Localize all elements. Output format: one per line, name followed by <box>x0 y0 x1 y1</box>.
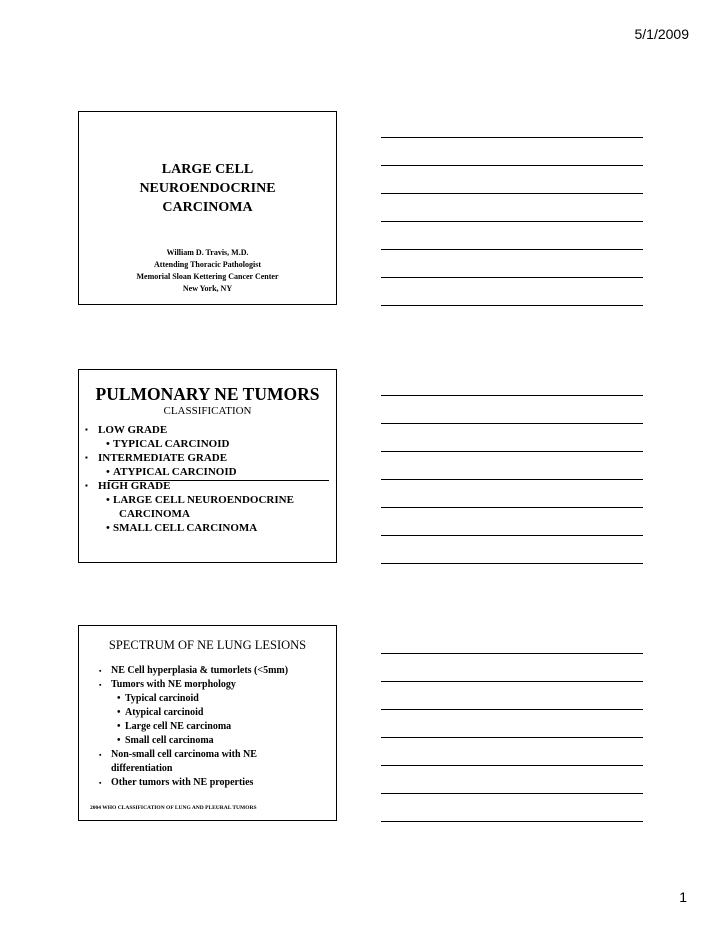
note-line <box>381 653 643 654</box>
title-line: LARGE CELL <box>161 162 254 177</box>
note-line <box>381 535 643 536</box>
list-item-text: NE Cell hyperplasia & tumorlets (<5mm) <box>111 665 289 676</box>
list-item <box>85 423 330 437</box>
note-line <box>381 395 643 396</box>
slide-3-list <box>99 664 330 790</box>
page-number: 1 <box>679 889 687 905</box>
author-line: Memorial Sloan Kettering Cancer Center <box>136 272 279 281</box>
note-line <box>381 821 643 822</box>
note-line <box>381 737 643 738</box>
list-item-text: Small cell carcinoma <box>125 735 214 746</box>
note-line <box>381 249 643 250</box>
list-item <box>99 664 330 678</box>
list-item-continuation <box>99 762 330 776</box>
note-line <box>381 137 643 138</box>
note-line <box>381 221 643 222</box>
square-bullet-icon: ▪ <box>99 681 102 689</box>
title-line: CARCINOMA <box>162 200 253 215</box>
list-item <box>85 521 330 535</box>
list-item <box>99 748 330 762</box>
list-item-text: SMALL CELL CARCINOMA <box>113 522 258 534</box>
dot-bullet-icon: • <box>117 735 121 746</box>
list-item <box>85 451 330 465</box>
slide-3 <box>78 625 337 821</box>
list-item-text: ATYPICAL CARCINOID <box>113 466 237 478</box>
list-item-text: LOW GRADE <box>98 424 168 436</box>
list-item-text: Typical carcinoid <box>125 693 199 704</box>
list-item-text: differentiation <box>111 763 173 774</box>
note-line <box>381 277 643 278</box>
list-item <box>85 437 330 451</box>
slide-1-title <box>79 160 336 217</box>
slide-2-divider <box>108 480 329 481</box>
note-line <box>381 305 643 306</box>
note-line <box>381 793 643 794</box>
list-item-text: TYPICAL CARCINOID <box>113 438 230 450</box>
note-line <box>381 507 643 508</box>
note-line <box>381 709 643 710</box>
list-item-text: Large cell NE carcinoma <box>125 721 232 732</box>
list-item-text: Atypical carcinoid <box>125 707 204 718</box>
note-line <box>381 423 643 424</box>
slide-2-title: PULMONARY NE TUMORS <box>95 384 320 404</box>
square-bullet-icon: ▪ <box>85 481 88 490</box>
list-item-text: INTERMEDIATE GRADE <box>98 452 228 464</box>
square-bullet-icon: ▪ <box>85 453 88 462</box>
list-item-text: Tumors with NE morphology <box>111 679 236 690</box>
note-line <box>381 451 643 452</box>
square-bullet-icon: ▪ <box>85 425 88 434</box>
list-item <box>99 678 330 692</box>
dot-bullet-icon: • <box>106 466 110 478</box>
list-item-text: HIGH GRADE <box>98 480 171 492</box>
dot-bullet-icon: • <box>117 707 121 718</box>
slide-1 <box>78 111 337 305</box>
dot-bullet-icon: • <box>117 721 121 732</box>
list-item <box>99 776 330 790</box>
slide-3-footer: 2004 WHO CLASSIFICATION OF LUNG AND PLEURAL TUMORS <box>90 805 257 811</box>
note-line <box>381 563 643 564</box>
author-line: William D. Travis, M.D. <box>166 248 249 257</box>
list-item-text: Non-small cell carcinoma with NE <box>111 749 257 760</box>
list-item-continuation <box>85 507 330 521</box>
list-item <box>85 465 330 479</box>
list-item <box>99 692 330 706</box>
title-line: NEUROENDOCRINE <box>139 181 276 196</box>
note-line <box>381 681 643 682</box>
author-line: New York, NY <box>182 284 233 293</box>
slide-3-title: SPECTRUM OF NE LUNG LESIONS <box>108 638 307 652</box>
note-line <box>381 165 643 166</box>
dot-bullet-icon: • <box>106 522 110 534</box>
dot-bullet-icon: • <box>106 494 110 506</box>
note-line <box>381 193 643 194</box>
list-item <box>99 720 330 734</box>
note-line <box>381 765 643 766</box>
list-item <box>99 734 330 748</box>
square-bullet-icon: ▪ <box>99 667 102 675</box>
note-line <box>381 479 643 480</box>
dot-bullet-icon: • <box>117 693 121 704</box>
list-item <box>85 493 330 507</box>
slide-2-subtitle: CLASSIFICATION <box>163 405 252 417</box>
square-bullet-icon: ▪ <box>99 751 102 759</box>
list-item-text: CARCINOMA <box>119 508 190 520</box>
header-date: 5/1/2009 <box>634 26 689 42</box>
slide-1-author <box>79 247 336 295</box>
list-item-text: LARGE CELL NEUROENDOCRINE <box>113 494 294 506</box>
list-item-text: Other tumors with NE properties <box>111 777 254 788</box>
dot-bullet-icon: • <box>106 438 110 450</box>
list-item <box>99 706 330 720</box>
slide-2 <box>78 369 337 563</box>
square-bullet-icon: ▪ <box>99 779 102 787</box>
slide-2-list <box>85 423 330 535</box>
list-item <box>85 479 330 493</box>
author-line: Attending Thoracic Pathologist <box>154 260 261 269</box>
